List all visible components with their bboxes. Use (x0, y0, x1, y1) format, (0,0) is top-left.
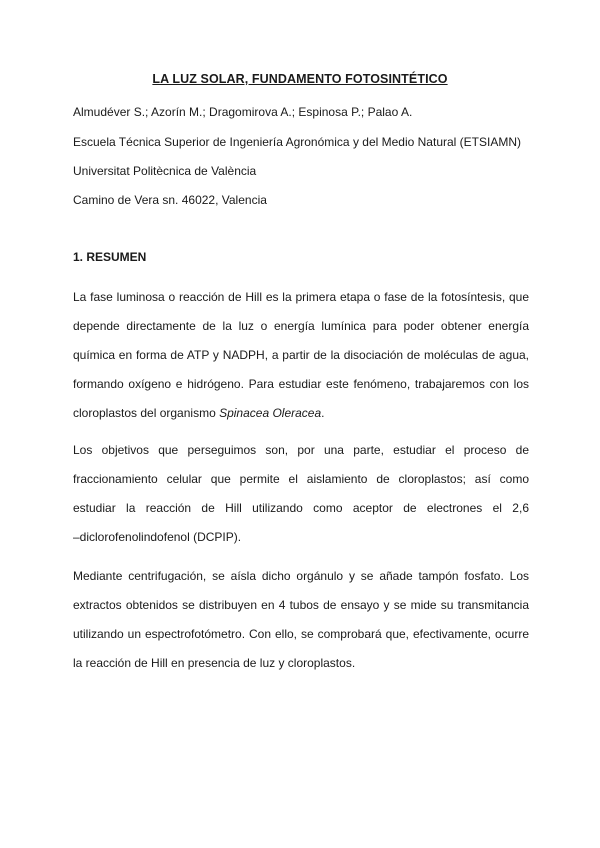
species-name: Spinacea Oleracea (219, 406, 322, 420)
paragraph-line: depende directamente de la luz o energía lumínica para poder obtener energía (73, 319, 529, 333)
paragraph-line: fraccionamiento celular que permite el aislamiento de cloroplastos; así como (73, 472, 529, 486)
paragraph-line: extractos obtenidos se distribuyen en 4 tubos de ensayo y se mide su transmitancia (73, 598, 529, 612)
paragraph-line: formando oxígeno e hidrógeno. Para estudiar este fenómeno, trabajaremos con los (73, 377, 529, 391)
section-heading-resumen: 1. RESUMEN (73, 250, 147, 264)
paragraph-line: Los objetivos que perseguimos son, por una parte, estudiar el proceso de (73, 443, 529, 457)
paragraph-line: estudiar la reacción de Hill utilizando como aceptor de electrones el 2,6 (73, 501, 529, 515)
paragraph-line: La fase luminosa o reacción de Hill es la primera etapa o fase de la fotosíntesis, que (73, 290, 529, 304)
paragraph-text: cloroplastos del organismo (73, 406, 220, 420)
paragraph-line: –diclorofenolindofenol (DCPIP). (73, 530, 242, 544)
abstract-paragraph-1 (73, 283, 529, 428)
authors-line: Almudéver S.; Azorín M.; Dragomirova A.; Espinosa P.; Palao A. (73, 105, 413, 119)
institution-line: Escuela Técnica Superior de Ingeniería Agronómica y del Medio Natural (ETSIAMN) (73, 135, 521, 149)
university-line: Universitat Politècnica de València (73, 164, 257, 178)
paragraph-line: Mediante centrifugación, se aísla dicho orgánulo y se añade tampón fosfato. Los (73, 569, 529, 583)
paragraph-line: utilizando un espectrofotómetro. Con ello, se comprobará que, efectivamente, ocurre (73, 627, 529, 641)
paragraph-line: química en forma de ATP y NADPH, a partir de la disociación de moléculas de agua, (73, 348, 529, 362)
paragraph-line (73, 399, 529, 428)
abstract-paragraph-2 (73, 436, 529, 552)
paragraph-line: la reacción de Hill en presencia de luz y cloroplastos. (73, 656, 356, 670)
abstract-paragraph-3 (73, 562, 529, 678)
document-title: LA LUZ SOLAR, FUNDAMENTO FOTOSINTÉTICO (152, 72, 448, 86)
address-line: Camino de Vera sn. 46022, Valencia (73, 193, 267, 207)
paragraph-text: . (321, 406, 325, 420)
